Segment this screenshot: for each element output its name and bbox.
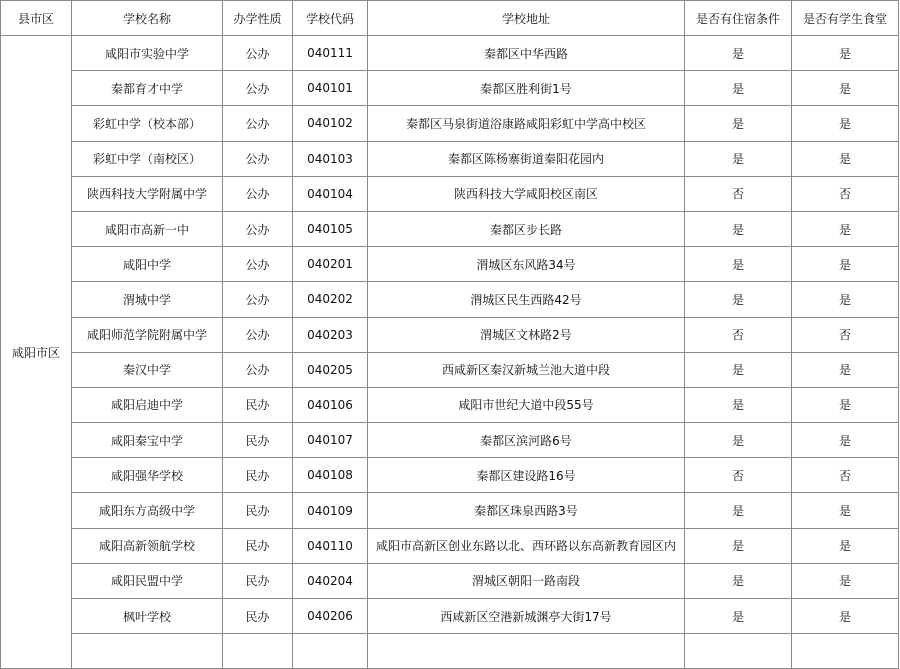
dorm-cell: 是 [685, 106, 792, 141]
nature-cell: 公办 [223, 36, 293, 71]
code-cell: 040201 [293, 247, 368, 282]
dorm-cell: 否 [685, 458, 792, 493]
nature-cell: 民办 [223, 458, 293, 493]
address-cell: 渭城区民生西路42号 [368, 282, 685, 317]
address-cell: 秦都区建设路16号 [368, 458, 685, 493]
dorm-cell: 是 [685, 493, 792, 528]
code-cell: 040109 [293, 493, 368, 528]
dorm-cell: 否 [685, 176, 792, 211]
table-row [1, 106, 899, 141]
nature-cell: 民办 [223, 423, 293, 458]
code-cell: 040202 [293, 282, 368, 317]
code-cell: 040110 [293, 528, 368, 563]
nature-cell: 民办 [223, 599, 293, 634]
canteen-cell: 否 [792, 458, 899, 493]
empty-cell [223, 634, 293, 669]
table-row [1, 317, 899, 352]
nature-cell: 公办 [223, 352, 293, 387]
table-row [1, 563, 899, 598]
table-row [1, 528, 899, 563]
code-cell: 040105 [293, 211, 368, 246]
table-row [1, 599, 899, 634]
dorm-cell: 是 [685, 247, 792, 282]
canteen-cell: 是 [792, 211, 899, 246]
table-row [1, 282, 899, 317]
header-nature: 办学性质 [223, 1, 293, 36]
header-canteen: 是否有学生食堂 [792, 1, 899, 36]
code-cell: 040107 [293, 423, 368, 458]
empty-cell [685, 634, 792, 669]
canteen-cell: 是 [792, 282, 899, 317]
empty-cell [792, 634, 899, 669]
canteen-cell: 是 [792, 423, 899, 458]
school-name-cell: 咸阳民盟中学 [72, 563, 223, 598]
address-cell: 渭城区文林路2号 [368, 317, 685, 352]
school-name-cell: 彩虹中学（南校区） [72, 141, 223, 176]
canteen-cell: 是 [792, 599, 899, 634]
code-cell: 040111 [293, 36, 368, 71]
address-cell: 秦都区陈杨寨街道秦阳花园内 [368, 141, 685, 176]
header-code: 学校代码 [293, 1, 368, 36]
address-cell: 咸阳市高新区创业东路以北、西环路以东高新教育园区内 [368, 528, 685, 563]
empty-cell [72, 634, 223, 669]
nature-cell: 公办 [223, 317, 293, 352]
empty-cell [368, 634, 685, 669]
code-cell: 040102 [293, 106, 368, 141]
nature-cell: 公办 [223, 211, 293, 246]
address-cell: 渭城区朝阳一路南段 [368, 563, 685, 598]
canteen-cell: 是 [792, 563, 899, 598]
code-cell: 040106 [293, 387, 368, 422]
canteen-cell: 是 [792, 247, 899, 282]
address-cell: 秦都区步长路 [368, 211, 685, 246]
canteen-cell: 是 [792, 387, 899, 422]
table-row [1, 423, 899, 458]
canteen-cell: 是 [792, 493, 899, 528]
address-cell: 秦都区珠泉西路3号 [368, 493, 685, 528]
table-row [1, 176, 899, 211]
dorm-cell: 是 [685, 211, 792, 246]
code-cell: 040108 [293, 458, 368, 493]
dorm-cell: 是 [685, 36, 792, 71]
address-cell: 咸阳市世纪大道中段55号 [368, 387, 685, 422]
nature-cell: 公办 [223, 71, 293, 106]
header-dorm: 是否有住宿条件 [685, 1, 792, 36]
canteen-cell: 是 [792, 352, 899, 387]
canteen-cell: 是 [792, 141, 899, 176]
school-name-cell: 咸阳启迪中学 [72, 387, 223, 422]
code-cell: 040104 [293, 176, 368, 211]
header-row [1, 1, 899, 36]
table-row [1, 71, 899, 106]
address-cell: 西咸新区秦汉新城兰池大道中段 [368, 352, 685, 387]
region-cell: 咸阳市区 [1, 36, 72, 669]
table-row [1, 493, 899, 528]
nature-cell: 公办 [223, 282, 293, 317]
table-row-partial [1, 634, 899, 669]
school-name-cell: 咸阳强华学校 [72, 458, 223, 493]
dorm-cell: 是 [685, 599, 792, 634]
canteen-cell: 否 [792, 317, 899, 352]
address-cell: 秦都区中华西路 [368, 36, 685, 71]
address-cell: 秦都区胜利街1号 [368, 71, 685, 106]
canteen-cell: 是 [792, 106, 899, 141]
school-name-cell: 咸阳高新领航学校 [72, 528, 223, 563]
dorm-cell: 是 [685, 282, 792, 317]
header-school-name: 学校名称 [72, 1, 223, 36]
school-name-cell: 陕西科技大学附属中学 [72, 176, 223, 211]
table-row [1, 141, 899, 176]
nature-cell: 民办 [223, 493, 293, 528]
school-name-cell: 彩虹中学（校本部） [72, 106, 223, 141]
canteen-cell: 是 [792, 528, 899, 563]
nature-cell: 公办 [223, 247, 293, 282]
code-cell: 040103 [293, 141, 368, 176]
school-name-cell: 咸阳中学 [72, 247, 223, 282]
school-name-cell: 咸阳市实验中学 [72, 36, 223, 71]
table-row [1, 352, 899, 387]
school-name-cell: 秦都育才中学 [72, 71, 223, 106]
school-name-cell: 渭城中学 [72, 282, 223, 317]
dorm-cell: 是 [685, 141, 792, 176]
dorm-cell: 是 [685, 352, 792, 387]
canteen-cell: 是 [792, 36, 899, 71]
nature-cell: 公办 [223, 176, 293, 211]
nature-cell: 公办 [223, 141, 293, 176]
code-cell: 040101 [293, 71, 368, 106]
empty-cell [293, 634, 368, 669]
school-name-cell: 枫叶学校 [72, 599, 223, 634]
dorm-cell: 否 [685, 317, 792, 352]
nature-cell: 民办 [223, 528, 293, 563]
canteen-cell: 否 [792, 176, 899, 211]
code-cell: 040206 [293, 599, 368, 634]
table-row [1, 211, 899, 246]
address-cell: 秦都区滨河路6号 [368, 423, 685, 458]
table-row [1, 36, 899, 71]
school-name-cell: 秦汉中学 [72, 352, 223, 387]
school-name-cell: 咸阳秦宝中学 [72, 423, 223, 458]
nature-cell: 民办 [223, 387, 293, 422]
canteen-cell: 是 [792, 71, 899, 106]
nature-cell: 公办 [223, 106, 293, 141]
dorm-cell: 是 [685, 563, 792, 598]
address-cell: 渭城区东风路34号 [368, 247, 685, 282]
table-row [1, 458, 899, 493]
address-cell: 西咸新区空港新城渊亭大街17号 [368, 599, 685, 634]
dorm-cell: 是 [685, 528, 792, 563]
dorm-cell: 是 [685, 71, 792, 106]
header-region: 县市区 [1, 1, 72, 36]
school-name-cell: 咸阳市高新一中 [72, 211, 223, 246]
school-name-cell: 咸阳师范学院附属中学 [72, 317, 223, 352]
code-cell: 040203 [293, 317, 368, 352]
school-name-cell: 咸阳东方高级中学 [72, 493, 223, 528]
dorm-cell: 是 [685, 387, 792, 422]
address-cell: 陕西科技大学咸阳校区南区 [368, 176, 685, 211]
nature-cell: 民办 [223, 563, 293, 598]
code-cell: 040205 [293, 352, 368, 387]
header-address: 学校地址 [368, 1, 685, 36]
table-row [1, 387, 899, 422]
table-row [1, 247, 899, 282]
code-cell: 040204 [293, 563, 368, 598]
dorm-cell: 是 [685, 423, 792, 458]
address-cell: 秦都区马泉街道浴康路咸阳彩虹中学高中校区 [368, 106, 685, 141]
